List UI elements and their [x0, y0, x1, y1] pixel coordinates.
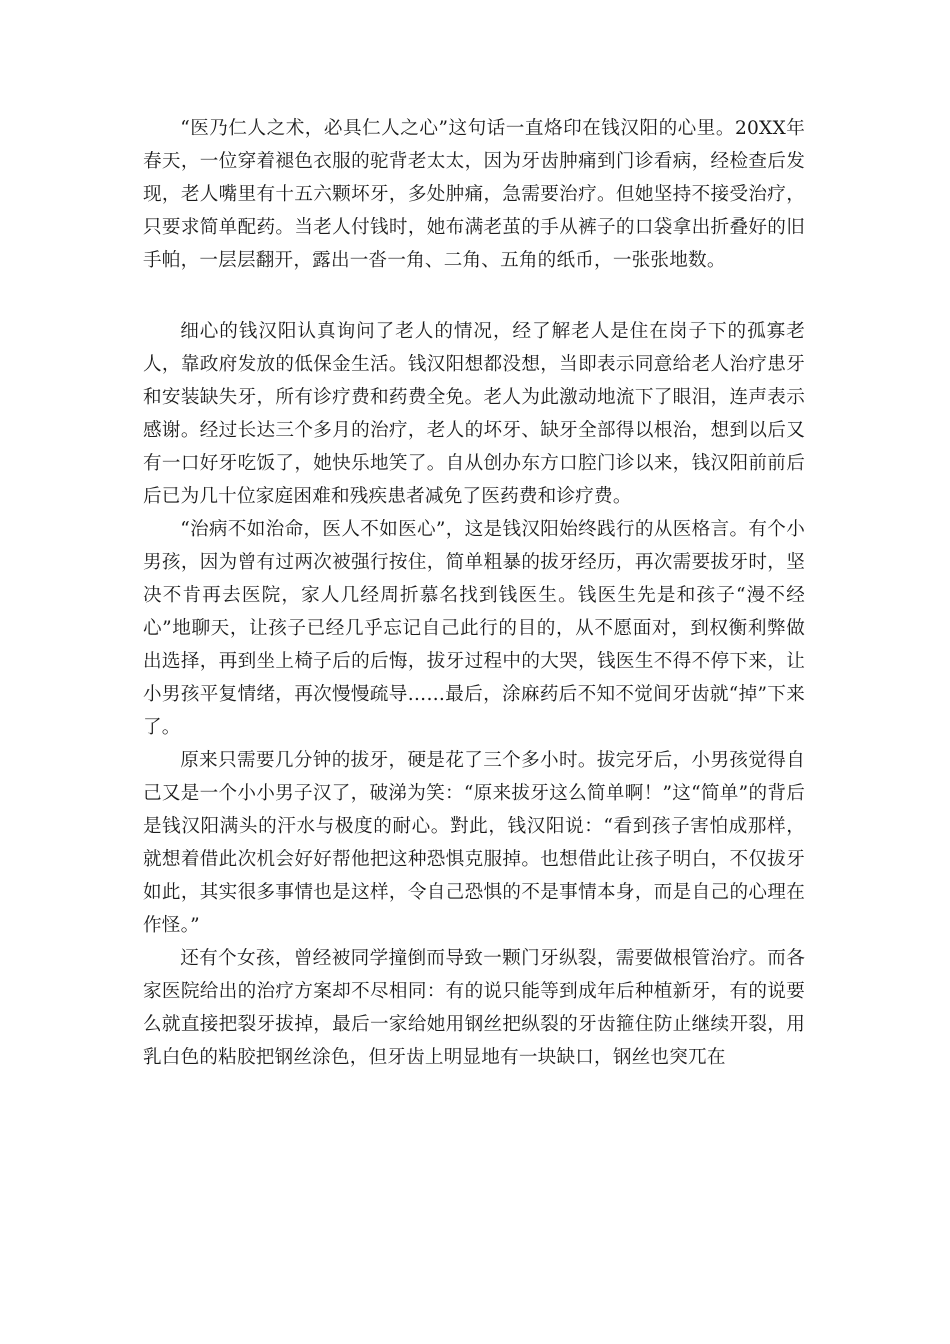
- document-body: [143, 112, 805, 1074]
- paragraph-2: 细心的钱汉阳认真询问了老人的情况，经了解老人是住在岗子下的孤寡老人，靠政府发放的低保金生活。钱汉阳想都没想，当即表示同意给老人治疗患牙和安装缺失牙，所有诊疗费和药费全免。老人为此激动地流下了眼泪，连声表示感谢。经过长达三个多月的治疗，老人的坏牙、缺牙全部得以根治，想到以后又有一口好牙吃饭了，她快乐地笑了。自从创办东方口腔门诊以来，钱汉阳前前后后已为几十位家庭困难和残疾患者减免了医药费和诊疗费。: [143, 321, 805, 507]
- paragraph-5: 还有个女孩，曾经被同学撞倒而导致一颗门牙纵裂，需要做根管治疗。而各家医院给出的治疗方案却不尽相同：有的说只能等到成年后种植新牙，有的说要么就直接把裂牙拔掉，最后一家给她用钢丝把纵裂的牙齿箍住防止继续开裂，用乳白色的粘胶把钢丝涂色，但牙齿上明显地有一块缺口，钢丝也突兀在: [143, 948, 805, 1068]
- paragraph-3: “治病不如治命，医人不如医心”，这是钱汉阳始终践行的从医格言。有个小男孩，因为曾有过两次被强行按住，简单粗暴的拔牙经历，再次需要拔牙时，坚决不肯再去医院，家人几经周折慕名找到钱医生。钱医生先是和孩子“漫不经心”地聊天，让孩子已经几乎忘记自己此行的目的，从不愿面对，到权衡利弊做出选择，再到坐上椅子后的后悔，拔牙过程中的大哭，钱医生不得不停下来，让小男孩平复情绪，再次慢慢疏导……最后，涂麻药后不知不觉间牙齿就“掉”下来了。: [143, 519, 805, 738]
- paragraph-1: “医乃仁人之术，必具仁人之心”这句话一直烙印在钱汉阳的心里。20XX年春天，一位穿着褪色衣服的驼背老太太，因为牙齿肿痛到门诊看病，经检查后发现，老人嘴里有十五六颗坏牙，多处肿痛，急需要治疗。但她坚持不接受治疗，只要求简单配药。当老人付钱时，她布满老茧的手从裤子的口袋拿出折叠好的旧手帕，一层层翻开，露出一沓一角、二角、五角的纸币，一张张地数。: [143, 118, 805, 271]
- paragraph-4: 原来只需要几分钟的拔牙，硬是花了三个多小时。拔完牙后，小男孩觉得自己又是一个小小男子汉了，破涕为笑：“原来拔牙这么简单啊！”这“简单”的背后是钱汉阳满头的汗水与极度的耐心。對此，钱汉阳说：“看到孩子害怕成那样，就想着借此次机会好好帮他把这种恐惧克服掉。也想借此让孩子明白，不仅拔牙如此，其实很多事情也是这样，令自己恐惧的不是事情本身，而是自己的心理在作怪。”: [143, 750, 805, 936]
